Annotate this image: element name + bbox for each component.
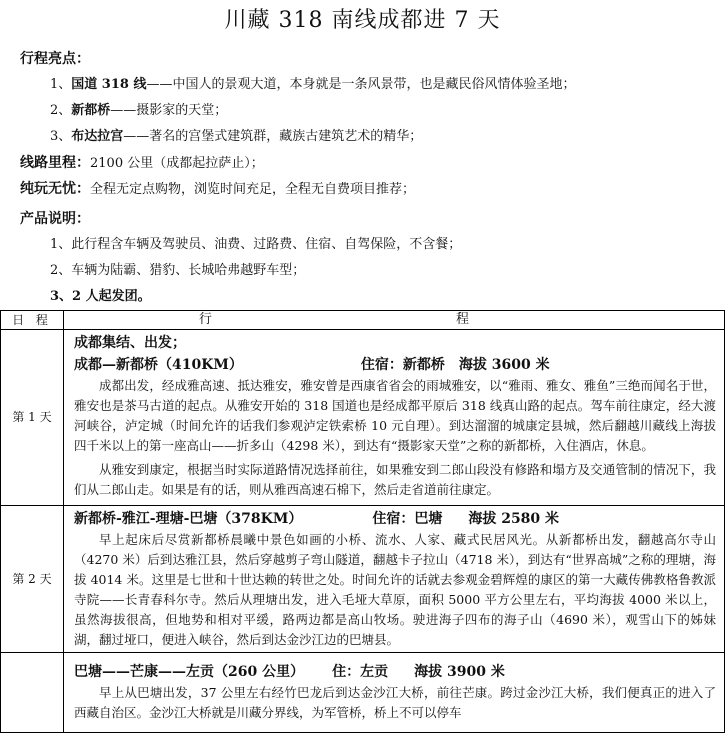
- route-label: 线路里程：: [20, 155, 90, 171]
- highlight-item-2: 2、新都桥——摄影家的天堂；: [50, 103, 228, 118]
- table-row: [1, 506, 725, 653]
- product-section: [0, 206, 725, 310]
- column-header-day: 日 程: [1, 311, 64, 330]
- day-paragraph: 早上起床后尽赏新都桥晨曦中景色如画的小桥、流水、人家、藏式民居风光。从新都桥出发，翻越高尔寺山（4270 米）后到达雅江县，然后穿越剪子弯山隧道，翻越卡子拉山（4718 米），到达有“世界高城”之称的理塘，海拔 4014 米。这里是七世和十世达赖的转世之处。时间允许的话就去参观金碧辉煌的康区的第一大藏传佛教格鲁教派寺院——长青春科尔寺。然后从理塘出发，进入毛垭大草原，面积 5000 平方公里左右，平均海拔 4000 米以上，虽然海拔很高，但地势和相对平缓，路两边都是高山牧场。驶进海子四布的海子山（4690 米），观雪山下的姊妹湖，翻过垭口，便进入峡谷，然后到达金沙江边的巴塘县。: [74, 532, 716, 647]
- day-paragraph: 从雅安到康定，根据当时实际道路情况选择前往，如果雅安到二郎山段没有修路和塌方及交通管制的情况下，我们从二郎山走。如果是有的话，则从雅西高速石棉下，然后走省道前往康定。: [74, 462, 716, 497]
- route-line: [0, 150, 725, 202]
- product-heading: 产品说明：: [20, 211, 90, 227]
- day-altitude: 海拔 2580 米: [468, 511, 560, 527]
- day-route-line: [74, 354, 716, 376]
- day-label: 第 2 天: [1, 506, 64, 653]
- day-paragraph: 早上从巴塘出发，37 公里左右经竹巴龙后到达金沙江大桥，前往芒康。跨过金沙江大桥，我们便真正的进入了西藏自治区。金沙江大桥就是川藏分界线，为军管桥，桥上不可以停车: [74, 685, 716, 720]
- product-item-2: 2、车辆为陆霸、猎豹、长城哈弗越野车型；: [50, 263, 306, 278]
- route-value: 2100 公里（成都起拉萨止）；: [90, 156, 264, 171]
- day-pre-title: 成都集结、出发；: [74, 335, 186, 351]
- day-label: 第 1 天: [1, 330, 64, 506]
- table-row: [1, 330, 725, 506]
- fun-label: 纯玩无忧：: [20, 181, 90, 197]
- day-route: 成都—新都桥（410KM）: [74, 357, 243, 373]
- day-content: [64, 506, 725, 653]
- product-item-1: 1、此行程含车辆及驾驶员、油费、过路费、住宿、自驾保险，不含餐；: [50, 237, 462, 252]
- table-header-row: [1, 311, 725, 330]
- table-row: [1, 653, 725, 733]
- day-route: 巴塘——芒康——左贡（260 公里）: [74, 664, 305, 680]
- day-route: 新都桥-雅江-理塘-巴塘（378KM）: [74, 511, 303, 527]
- day-content: [64, 330, 725, 506]
- highlight-item-3: 3、布达拉宫——著名的宫堡式建筑群，藏族古建筑艺术的精华；: [50, 129, 423, 144]
- day-route-line: [74, 508, 716, 530]
- day-altitude: 海拔 3900 米: [414, 664, 505, 680]
- day-stay: 住宿：巴塘: [372, 511, 443, 527]
- day-altitude: 海拔 3600 米: [458, 357, 550, 373]
- day-paragraph: 成都出发，经成雅高速、抵达雅安，雅安曾是西康省省会的雨城雅安，以“雅雨、雅女、雅鱼”三绝而闻名于世，雅安也是茶马古道的起点。从雅安开始的 318 国道也是经成都平原后 318 线真山路的起点。驾车前往康定，经大渡河峡谷，泸定城（时间允许的话我们参观泸定铁索桥 10 元自理）。到达溜溜的城康定县城，然后翻越川藏线上海拔四千米以上的第一座高山——折多山（4298 米），到达有“摄影家天堂”之称的新都桥，入住酒店，休息。: [74, 378, 716, 453]
- day-stay: 住：左贡: [332, 664, 389, 680]
- day-stay: 住宿：新都桥: [360, 357, 445, 373]
- column-header-itinerary: 行 程: [64, 311, 725, 330]
- fun-value: 全程无定点购物，浏览时间充足，全程无自费项目推荐；: [90, 182, 416, 197]
- product-item-3: 3、2 人起发团。: [50, 289, 151, 304]
- highlights-section: [0, 46, 725, 150]
- day-content: [64, 653, 725, 733]
- highlight-item-1: 1、国道 318 线——中国人的景观大道，本身就是一条风景带，也是藏民俗风情体验圣地；: [50, 77, 576, 92]
- highlights-heading: 行程亮点：: [20, 51, 90, 67]
- day-route-line: [74, 661, 716, 683]
- day-label: [1, 653, 64, 733]
- itinerary-table: [0, 310, 725, 733]
- page-title: 川藏 318 南线成都进 7 天: [224, 8, 501, 33]
